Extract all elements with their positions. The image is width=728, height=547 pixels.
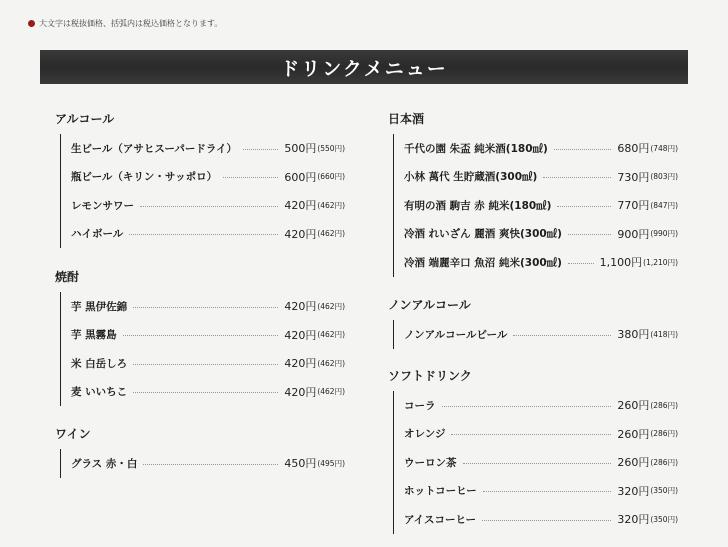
item-name: ハイボール xyxy=(71,228,124,241)
item-tax-price: (660円) xyxy=(317,172,345,182)
item-price: 680円 xyxy=(617,142,650,156)
menu-item xyxy=(71,321,345,350)
menu-item xyxy=(71,378,345,407)
menu-item xyxy=(404,191,678,220)
item-tax-price: (550円) xyxy=(317,143,345,153)
item-tax-price: (748円) xyxy=(650,143,678,153)
item-price: 1,100円 xyxy=(599,256,643,270)
item-name: 芋 黒伊佐錦 xyxy=(71,300,128,313)
item-tax-price: (462円) xyxy=(317,301,345,311)
item-price: 420円 xyxy=(284,328,317,342)
section-alcohol xyxy=(55,110,345,248)
item-price: 730円 xyxy=(617,170,650,184)
leader-dots xyxy=(513,335,611,336)
menu-item xyxy=(71,292,345,321)
section-title: アルコール xyxy=(55,112,115,126)
item-name: グラス 赤・白 xyxy=(71,457,138,470)
item-list xyxy=(393,391,678,534)
menu-item xyxy=(404,163,678,192)
item-tax-price: (462円) xyxy=(317,387,345,397)
bullet-icon xyxy=(28,20,35,27)
leader-dots xyxy=(140,206,278,207)
item-name: 麦 いいちこ xyxy=(71,386,128,399)
menu-item xyxy=(404,477,678,506)
price-note xyxy=(28,18,222,29)
menu-item xyxy=(71,449,345,478)
item-name: 瓶ビール（キリン・サッポロ） xyxy=(71,171,218,184)
menu-item xyxy=(404,248,678,277)
section-title: ソフトドリンク xyxy=(388,369,472,383)
item-price: 420円 xyxy=(284,357,317,371)
leader-dots xyxy=(554,149,612,150)
item-price: 260円 xyxy=(617,427,650,441)
leader-dots xyxy=(463,463,612,464)
item-name: 千代の園 朱盃 純米酒(180㎖) xyxy=(404,142,548,155)
item-tax-price: (286円) xyxy=(650,457,678,467)
item-tax-price: (350円) xyxy=(650,486,678,496)
item-name: 芋 黒霧島 xyxy=(71,329,117,342)
leader-dots xyxy=(442,406,612,407)
leader-dots xyxy=(223,177,278,178)
leader-dots xyxy=(451,434,611,435)
item-name: 冷酒 れいざん 麗酒 爽快(300㎖) xyxy=(404,228,562,241)
item-price: 420円 xyxy=(284,385,317,399)
leader-dots xyxy=(543,177,611,178)
item-name: オレンジ xyxy=(404,428,446,441)
leader-dots xyxy=(482,520,611,521)
item-list xyxy=(393,320,678,349)
item-tax-price: (990円) xyxy=(650,229,678,239)
item-price: 320円 xyxy=(617,513,650,527)
leader-dots xyxy=(123,335,279,336)
item-name: 有明の酒 駒吉 赤 純米(180㎖) xyxy=(404,199,552,212)
section-shochu xyxy=(55,268,345,406)
item-tax-price: (286円) xyxy=(650,400,678,410)
item-price: 900円 xyxy=(617,227,650,241)
menu-banner xyxy=(40,50,688,84)
section-title: 焼酎 xyxy=(55,270,80,284)
item-tax-price: (462円) xyxy=(317,358,345,368)
leader-dots xyxy=(557,206,611,207)
item-price: 260円 xyxy=(617,456,650,470)
section-title: 日本酒 xyxy=(388,112,425,126)
leader-dots xyxy=(129,234,278,235)
price-note-text: 大文字は税抜価格、括弧内は税込価格となります。 xyxy=(39,19,223,28)
menu-item xyxy=(404,391,678,420)
leader-dots xyxy=(133,392,278,393)
item-list xyxy=(60,134,345,248)
item-tax-price: (1,210円) xyxy=(643,257,678,267)
section-wine xyxy=(55,425,345,478)
item-price: 420円 xyxy=(284,227,317,241)
item-name: コーラ xyxy=(404,399,436,412)
item-price: 320円 xyxy=(617,484,650,498)
section-title: ワイン xyxy=(55,427,91,441)
item-tax-price: (418円) xyxy=(650,329,678,339)
item-tax-price: (286円) xyxy=(650,429,678,439)
item-tax-price: (495円) xyxy=(317,458,345,468)
item-tax-price: (462円) xyxy=(317,330,345,340)
section-sake xyxy=(388,110,678,277)
item-name: アイスコーヒー xyxy=(404,513,477,526)
menu-item xyxy=(404,448,678,477)
item-price: 420円 xyxy=(284,199,317,213)
menu-item xyxy=(404,420,678,449)
item-list xyxy=(60,292,345,406)
item-name: ウーロン茶 xyxy=(404,456,457,469)
menu-title: ドリンクメニュー xyxy=(280,57,448,80)
menu-item xyxy=(404,505,678,534)
leader-dots xyxy=(568,234,611,235)
item-price: 260円 xyxy=(617,399,650,413)
leader-dots xyxy=(483,491,612,492)
item-price: 500円 xyxy=(284,142,317,156)
menu-item xyxy=(71,191,345,220)
item-price: 420円 xyxy=(284,300,317,314)
item-name: ホットコーヒー xyxy=(404,485,477,498)
leader-dots xyxy=(143,464,278,465)
item-tax-price: (350円) xyxy=(650,514,678,524)
item-price: 450円 xyxy=(284,457,317,471)
item-name: 米 白岳しろ xyxy=(71,357,128,370)
menu-item xyxy=(71,134,345,163)
item-list xyxy=(60,449,345,478)
item-tax-price: (462円) xyxy=(317,229,345,239)
leader-dots xyxy=(133,307,278,308)
section-softdrink xyxy=(388,367,678,534)
menu-item xyxy=(71,349,345,378)
item-name: レモンサワー xyxy=(71,199,134,212)
item-name: 生ビール（アサヒスーパードライ） xyxy=(71,142,238,155)
menu-item xyxy=(71,220,345,249)
leader-dots xyxy=(568,263,594,264)
menu-item xyxy=(71,163,345,192)
leader-dots xyxy=(133,364,278,365)
menu-item xyxy=(404,320,678,349)
item-name: 小林 萬代 生貯蔵酒(300㎖) xyxy=(404,171,538,184)
section-title: ノンアルコール xyxy=(388,298,471,312)
item-name: 冷酒 端麗辛口 魚沼 純米(300㎖) xyxy=(404,256,562,269)
item-price: 600円 xyxy=(284,170,317,184)
menu-item xyxy=(404,220,678,249)
item-name: ノンアルコールビール xyxy=(404,328,508,341)
item-tax-price: (462円) xyxy=(317,200,345,210)
menu-item xyxy=(404,134,678,163)
item-price: 380円 xyxy=(617,328,650,342)
section-nonalcohol xyxy=(388,296,678,349)
item-tax-price: (803円) xyxy=(650,172,678,182)
leader-dots xyxy=(243,149,278,150)
item-price: 770円 xyxy=(617,199,650,213)
item-tax-price: (847円) xyxy=(650,200,678,210)
item-list xyxy=(393,134,678,277)
